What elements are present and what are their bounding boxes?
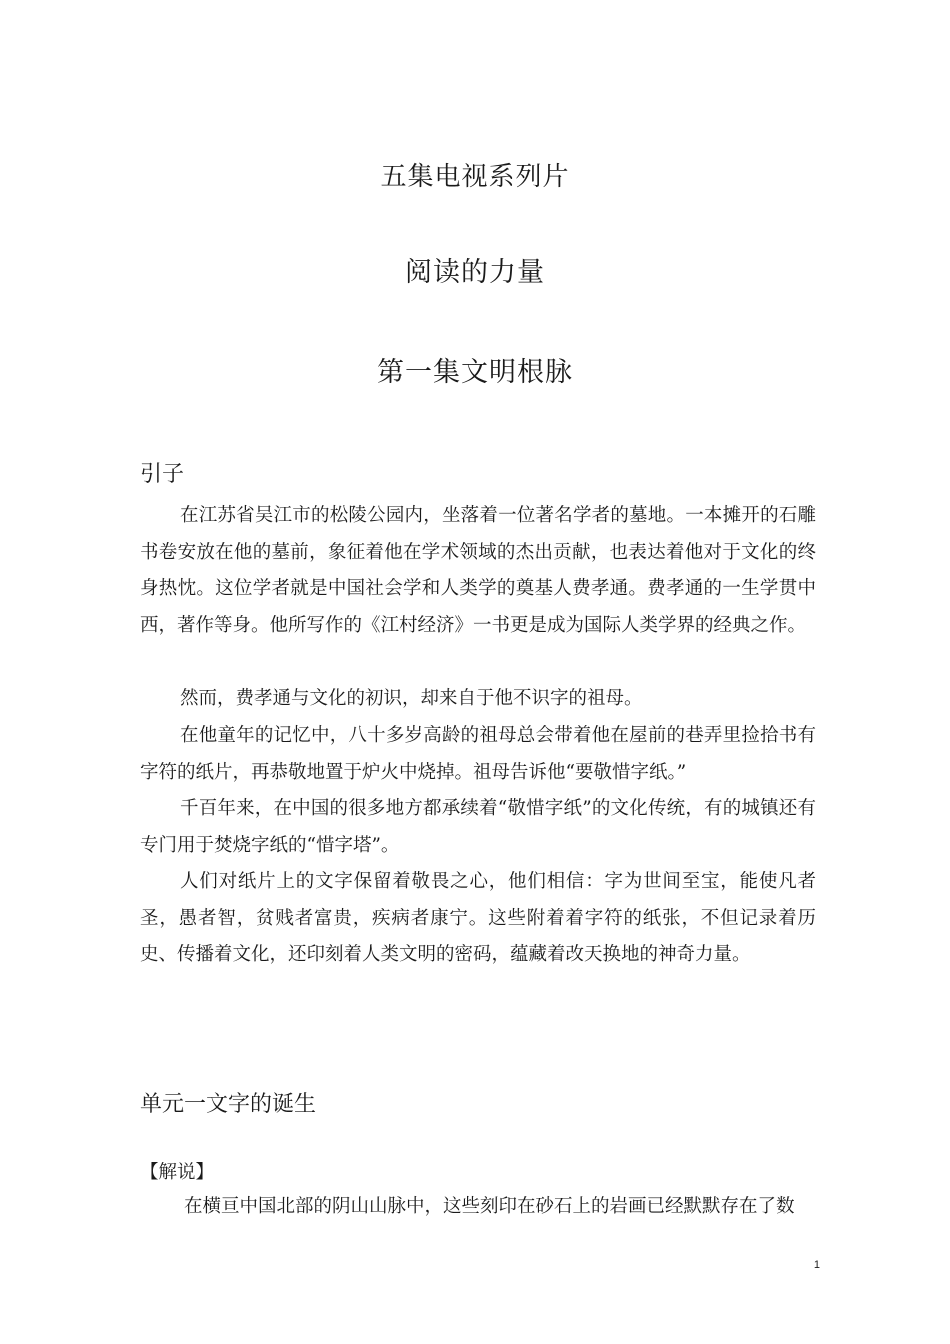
section-heading-unit-one: 单元一文字的诞生 [140,1092,317,1117]
section-heading-intro: 引子 [140,462,185,487]
document-title: 阅读的力量 [405,257,545,288]
narration-label: 【解说】 [140,1162,215,1183]
page-number: 1 [813,1259,820,1271]
paragraph: 千百年来，在中国的很多地方都承续着“敬惜字纸”的文化传统，有的城镇还有专门用于焚烧字纸的“惜字塔”。 [140,798,816,856]
series-title: 五集电视系列片 [380,162,570,192]
paragraph: 人们对纸片上的文字保留着敬畏之心，他们相信：字为世间至宝，能使凡者圣，愚者智，贫贱者富贵，疾病者康宁。这些附着着字符的纸张，不但记录着历史、传播着文化，还印刻着人类文明的密码，蕴藏着改天换地的神奇力量。 [140,871,816,965]
paragraph: 在江苏省吴江市的松陵公园内，坐落着一位著名学者的墓地。一本摊开的石雕书卷安放在他的墓前，象征着他在学术领域的杰出贡献，也表达着他对于文化的终身热忱。这位学者就是中国社会学和人类学的奠基人费孝通。费孝通的一生学贯中西，著作等身。他所写作的《江村经济》一书更是成为国际人类学界的经典之作。 [140,505,816,636]
episode-title: 第一集文明根脉 [377,357,573,388]
paragraph: 然而，费孝通与文化的初识，却来自于他不识字的祖母。 [180,688,643,709]
paragraph: 在横亘中国北部的阴山山脉中，这些刻印在砂石上的岩画已经默默存在了数 [184,1196,795,1217]
paragraph: 在他童年的记忆中，八十多岁高龄的祖母总会带着他在屋前的巷弄里捡拾书有字符的纸片，再恭敬地置于炉火中烧掉。祖母告诉他“要敬惜字纸。” [140,725,816,783]
